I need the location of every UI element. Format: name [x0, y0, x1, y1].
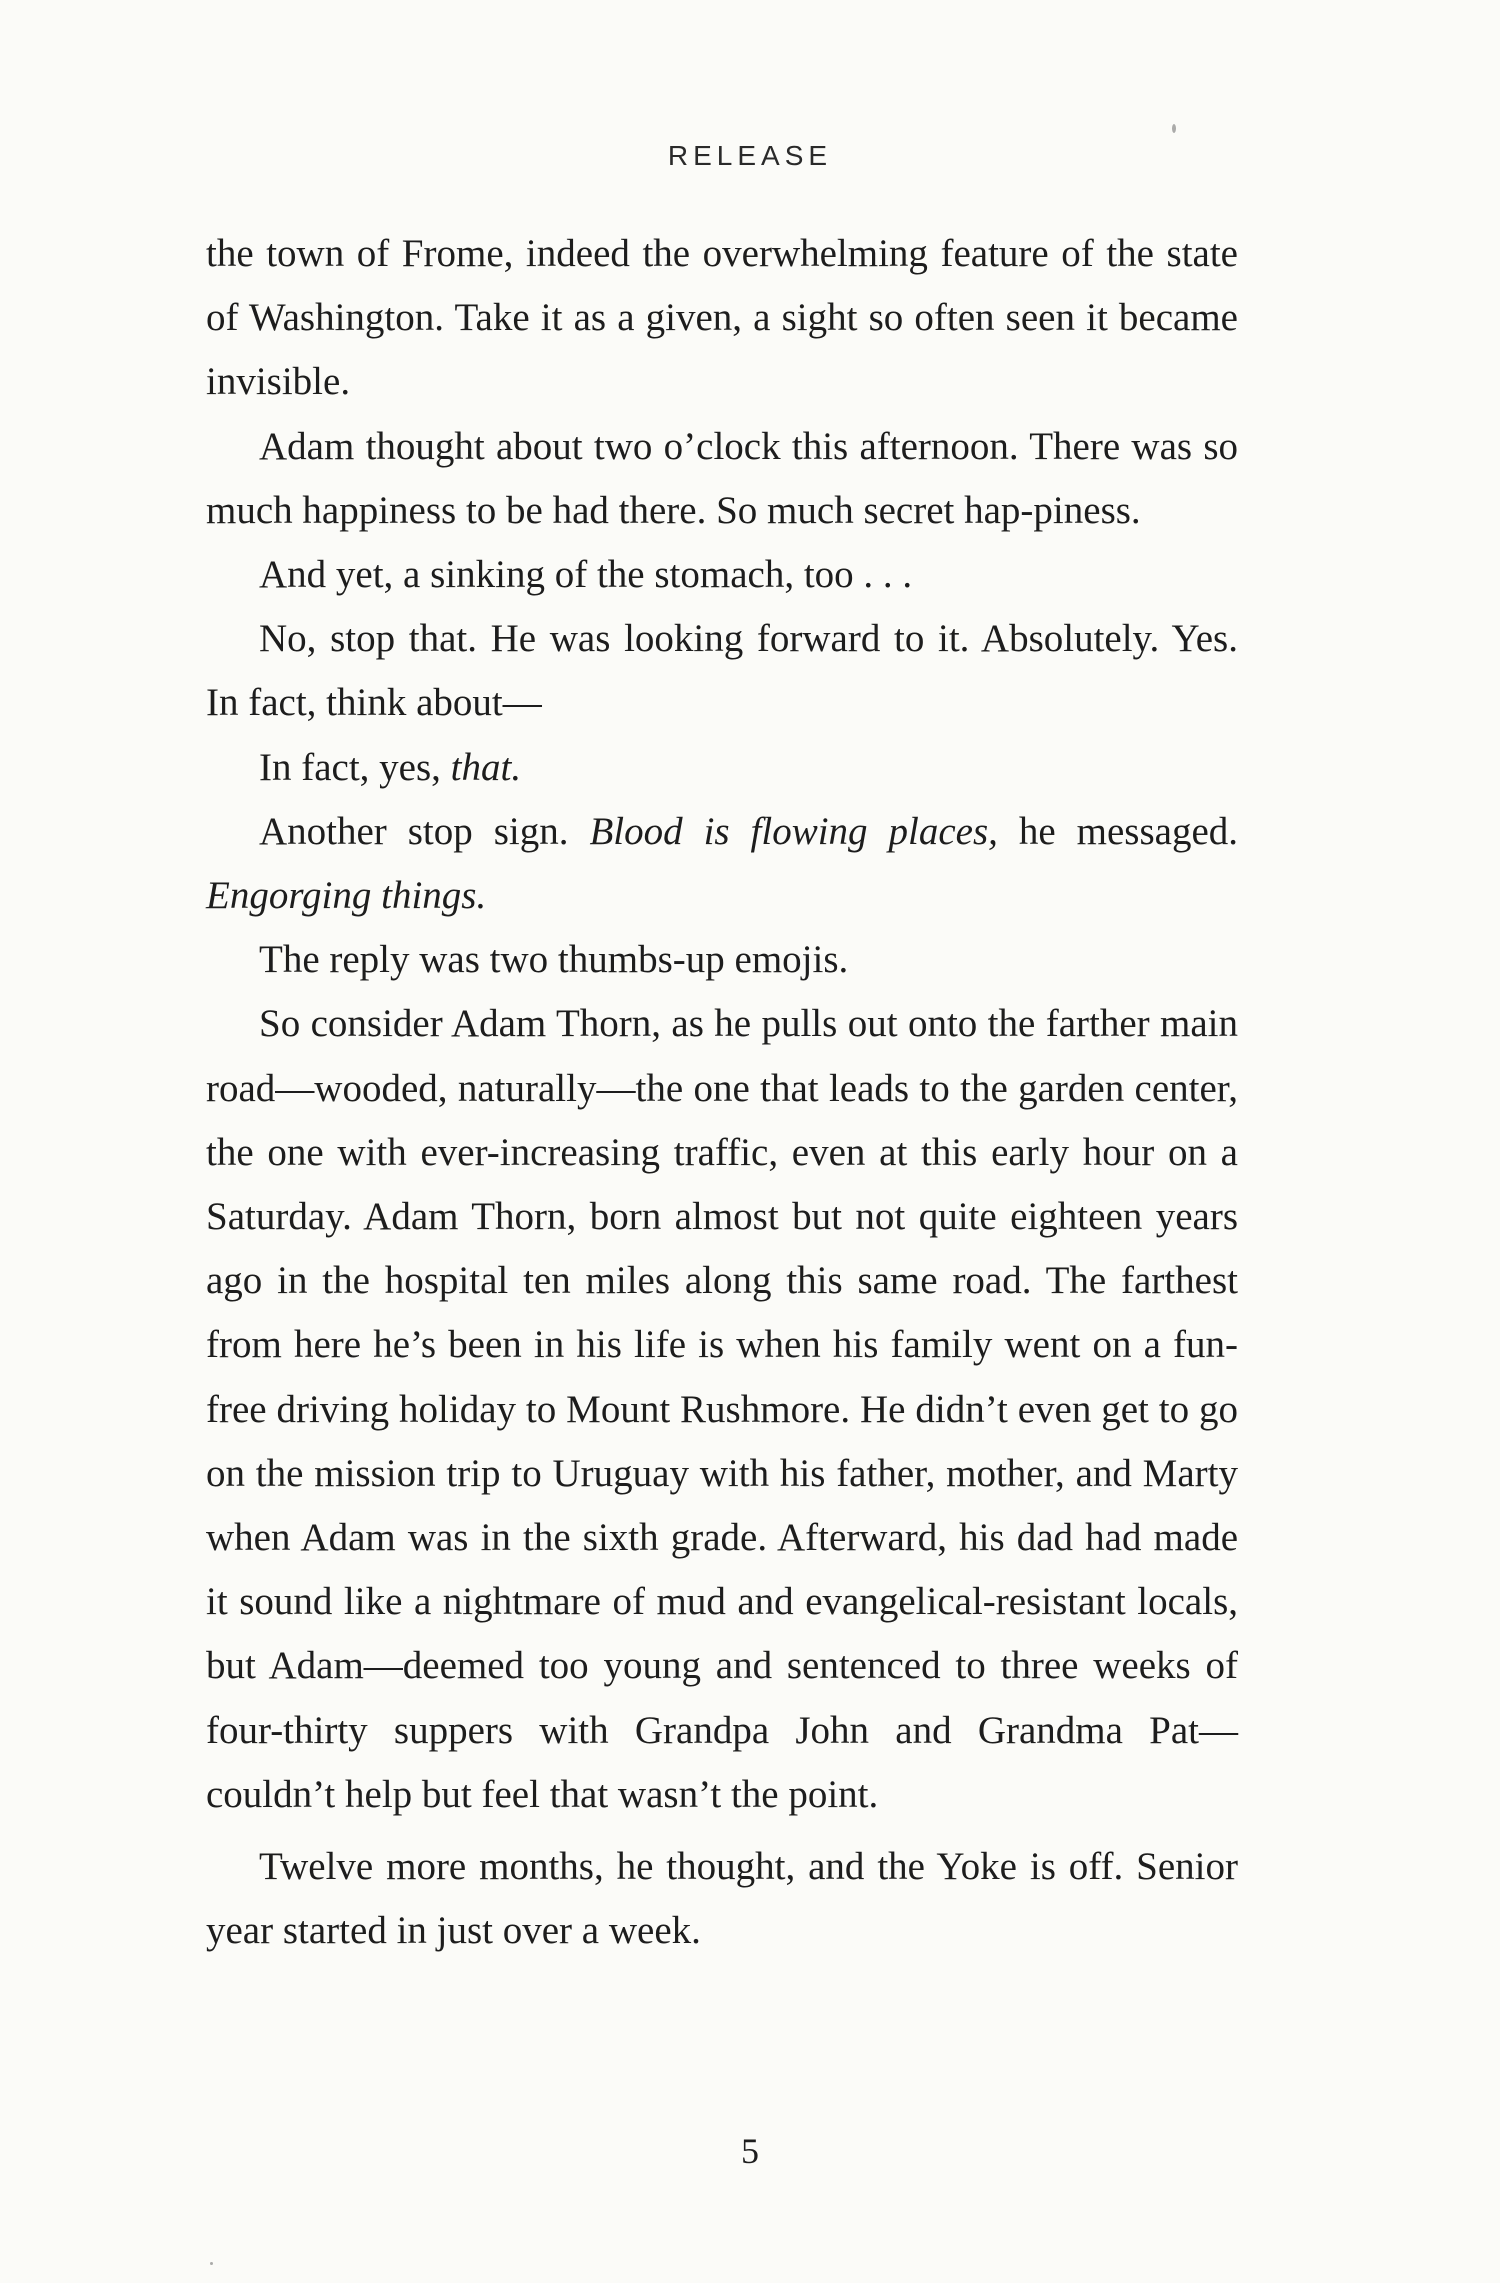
paragraph — [206, 607, 1238, 735]
text-run: Twelve more months, he thought, and the Yoke is off. Senior year started in just over a week. — [206, 1845, 1238, 1953]
paragraph — [206, 1835, 1238, 1963]
paragraph — [206, 415, 1238, 543]
text-run: And yet, a sinking of the stomach, too . . . — [259, 553, 913, 597]
text-run: he messaged. — [997, 809, 1239, 853]
page-number: 5 — [741, 2131, 759, 2171]
text-run: the town of Frome, indeed the overwhelming feature of the state of Washington. Take it as a given, a sight so often seen it became invisible. — [206, 232, 1238, 404]
paragraph — [206, 928, 1238, 992]
body-text — [206, 222, 1238, 1963]
italic-text: that. — [450, 745, 522, 789]
running-head: RELEASE — [667, 140, 833, 171]
text-run: In fact, yes, — [259, 745, 451, 789]
scan-speck — [210, 2262, 213, 2265]
paragraph — [206, 543, 1238, 607]
text-run: Adam thought about two o’clock this afternoon. There was so much happiness to be had there. So much secret hap-piness. — [206, 424, 1238, 532]
paragraph — [206, 222, 1238, 415]
paragraph — [206, 992, 1238, 1827]
italic-text: Blood is flowing places, — [589, 809, 998, 853]
paragraph — [206, 736, 1238, 800]
text-run: Another stop sign. — [259, 809, 590, 853]
text-run: So consider Adam Thorn, as he pulls out onto the farther main road—wooded, naturally—the one that leads to the garden center, the one with ever-increasing traffic, even at this early hour on a Saturday. Adam Thorn, born almost but not quite eighteen years ago in the hospital ten miles along this same road. The farthest from here he’s been in his life is when his family went on a fun-free driving holiday to Mount Rushmore. He didn’t even get to go on the mission trip to Uruguay with his father, mother, and Marty when Adam was in the sixth grade. Afterward, his dad had made it sound like a nightmare of mud and evangelical-resistant locals, but Adam—deemed too young and sentenced to three weeks of four-thirty suppers with Grandpa John and Grandma Pat—couldn’t help but feel that wasn’t the point. — [206, 1002, 1238, 1816]
paragraph — [206, 800, 1238, 928]
italic-text: Engorging things. — [206, 874, 487, 918]
text-run: No, stop that. He was looking forward to it. Absolutely. Yes. In fact, think about— — [206, 617, 1238, 725]
scan-speck — [1172, 124, 1176, 133]
text-run: The reply was two thumbs-up emojis. — [259, 938, 849, 982]
